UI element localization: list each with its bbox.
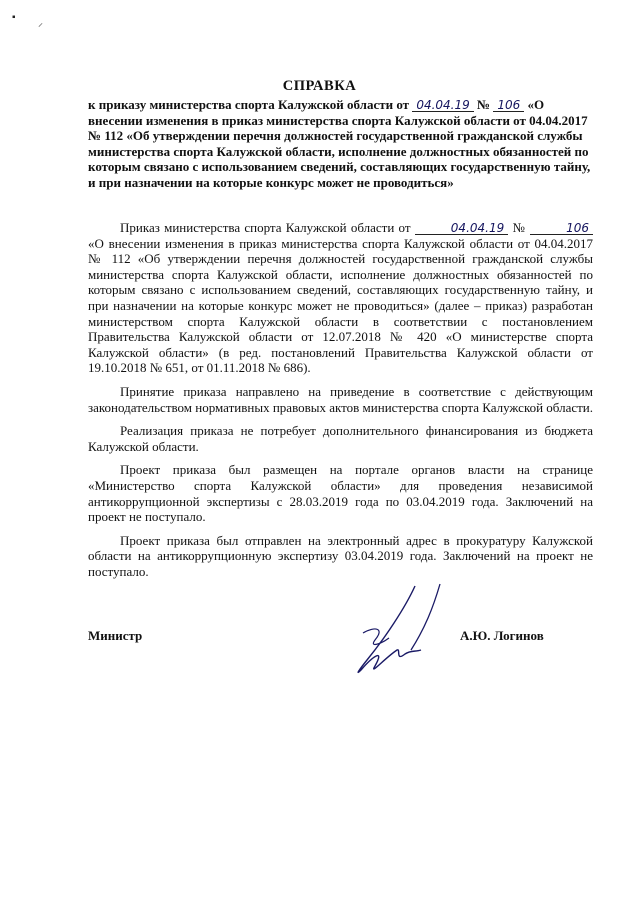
handwritten-date: 04.04.19: [412, 99, 473, 112]
paragraph-3: Реализация приказа не потребует дополнительного финансирования из бюджета Калужской области.: [88, 423, 593, 454]
heading-rest: «О внесении изменения в приказ министерства спорта Калужской области от 04.04.2017 № 112 «Об утверждении перечня должностей государственной гражданской службы министерства спорта Калужской области, исполнение должностных обязанностей по которым связано с использованием сведений, составляющих государственную тайну, и при назначении на которые конкурс может не проводиться»: [88, 97, 591, 190]
handwritten-number: 106: [493, 99, 524, 112]
number-sign: №: [512, 220, 526, 235]
paragraph-2: Принятие приказа направлено на приведение в соответствие с действующим законодательством нормативных правовых актов министерства спорта Калужской области.: [88, 383, 594, 415]
document-title: СПРАВКА: [282, 78, 357, 94]
scan-mark: ▪: [12, 12, 16, 23]
paragraph-5: Проект приказа был отправлен на электронный адрес в прокуратуру Калужской области на антикоррупционную экспертизу 03.04.2019 года. Заключений на проект не поступало.: [88, 532, 593, 579]
document-heading: [88, 97, 593, 191]
scan-mark: ⸝: [38, 18, 43, 29]
handwritten-number: 106: [530, 222, 593, 235]
paragraph-1: [88, 220, 593, 376]
paragraph-text: «О внесении изменения в приказ министерства спорта Калужской области от 04.04.2017 № 112 «Об утверждении перечня должностей государственной гражданской службы министерства спорта Калужской области, исполнение должностных обязанностей по которым связано с использованием сведений, составляющих государственную тайну, и при назначении на которые конкурс может не проводиться» (далее – приказ) разработан министерством спорта Калужской области в соответствии с постановлением Правительства Калужской области от 12.07.2018 № 420 «О министерстве спорта Калужской области» (в ред. постановлений Правительства Калужской области от 19.10.2018 № 651, от 01.11.2018 № 686).: [88, 235, 593, 376]
paragraph-text: Приказ министерства спорта Калужской области от: [120, 220, 411, 235]
number-sign: №: [477, 97, 491, 112]
signature-image: [345, 578, 455, 688]
document-body: [88, 220, 593, 587]
paragraph-4: Проект приказа был размещен на портале органов власти на странице «Министерство спорта Калужской области» для проведения независимой антикоррупционной экспертизы с 28.03.2019 года по 03.04.2019 года. Заключений на проект не поступало.: [88, 462, 593, 525]
signer-position: Министр: [88, 628, 143, 643]
handwritten-date: 04.04.19: [415, 222, 508, 235]
signer-name: А.Ю. Логинов: [460, 628, 544, 643]
heading-text: к приказу министерства спорта Калужской области от: [88, 97, 410, 112]
